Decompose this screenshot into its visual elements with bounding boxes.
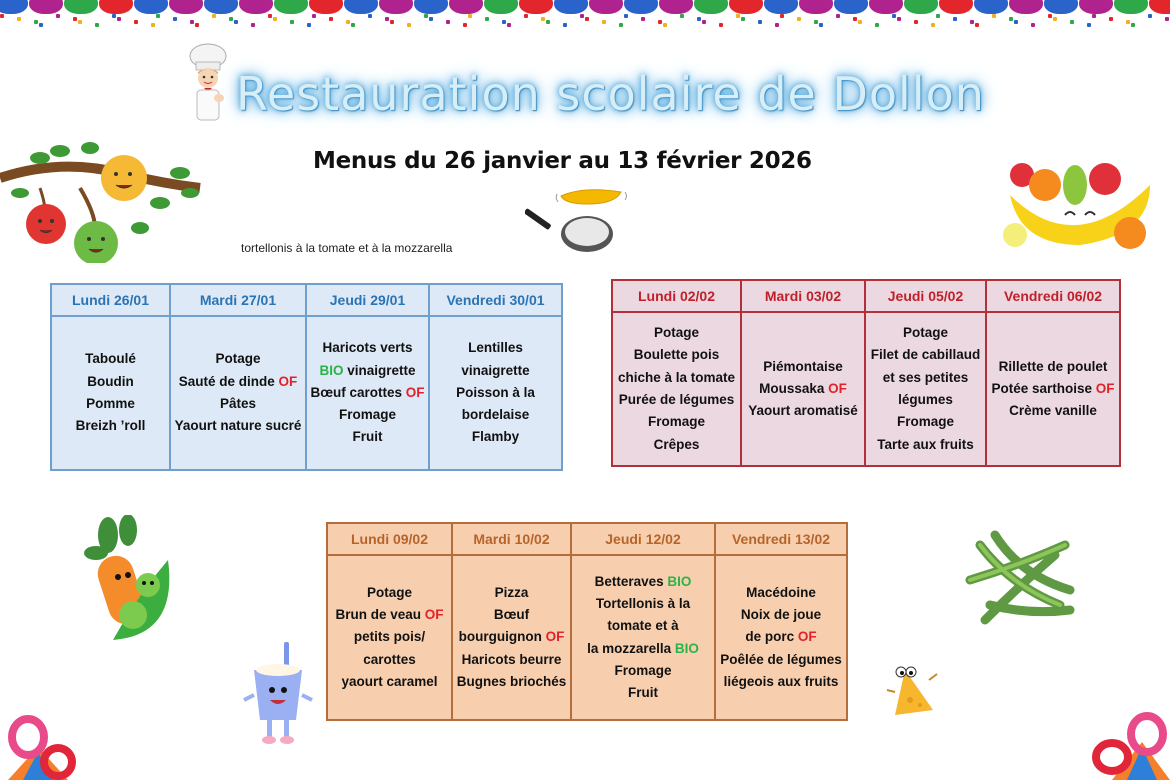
confetti-dot — [897, 17, 901, 21]
menu-item-text: Fromage — [614, 662, 672, 678]
menu-item-text: Piémontaise — [763, 358, 843, 374]
confetti-dot — [780, 14, 784, 18]
menu-period-subtitle: Menus du 26 janvier au 13 février 2026 — [313, 148, 812, 174]
menu-item-text: légumes — [898, 392, 953, 407]
menu-item-text: Potage — [215, 351, 261, 367]
carrot-pea-icon — [78, 515, 188, 650]
menu-item — [328, 649, 451, 671]
day-header: Mardi 10/02 — [452, 523, 571, 555]
menu-item-text: Potée sarthoise — [991, 380, 1093, 396]
cheese-mascot-icon — [885, 660, 940, 725]
confetti-dot — [1092, 14, 1096, 18]
confetti-dot — [892, 14, 896, 18]
confetti-dot — [758, 20, 762, 24]
smiling-fruits-icon — [1000, 155, 1155, 255]
confetti-dot — [290, 20, 294, 24]
menu-item — [572, 571, 714, 593]
confetti-dot — [502, 20, 506, 24]
confetti-dot — [1126, 20, 1130, 24]
menu-item-text: Boudin — [87, 373, 134, 389]
confetti-dot — [658, 20, 662, 24]
confetti-dot — [858, 20, 862, 24]
confetti-dot — [251, 23, 255, 27]
confetti-dot — [1014, 20, 1018, 24]
carnival-mask-icon — [449, 0, 483, 14]
confetti-dot — [580, 14, 584, 18]
of-tag: OF — [405, 384, 425, 400]
confetti-dot — [429, 17, 433, 21]
menu-item-text: Fruit — [352, 429, 383, 445]
menu-item — [572, 660, 714, 682]
menu-item — [572, 593, 714, 615]
menu-item-text: carottes — [363, 651, 416, 667]
confetti-dot — [619, 23, 623, 27]
menu-item — [987, 378, 1119, 400]
menu-item — [307, 382, 428, 404]
day-menu-cell — [715, 555, 847, 720]
carnival-mask-icon — [29, 0, 63, 14]
confetti-dot — [190, 20, 194, 24]
day-menu-cell — [986, 312, 1120, 466]
confetti-dot — [329, 17, 333, 21]
menu-item-text: et ses petites — [882, 369, 969, 385]
carnival-mask-icon — [1079, 0, 1113, 14]
apple-branch-icon — [0, 133, 210, 263]
carnival-mask-icon — [799, 0, 833, 14]
menu-item-text: chiche à la tomate — [617, 369, 736, 385]
menu-item-text: Filet de cabillaud — [870, 347, 981, 363]
confetti-dot — [95, 23, 99, 27]
green-beans-icon — [960, 525, 1080, 635]
menu-item — [613, 389, 740, 411]
day-menu-cell — [612, 312, 741, 466]
menu-item-text: la mozzarella — [587, 640, 672, 656]
day-header: Vendredi 06/02 — [986, 280, 1120, 312]
menu-item-text: Moussaka — [759, 380, 825, 396]
menu-table-week3 — [326, 522, 848, 721]
confetti-dot — [39, 23, 43, 27]
menu-item — [716, 604, 846, 626]
confetti-dot — [1131, 23, 1135, 27]
menu-item — [613, 411, 740, 433]
menu-item — [716, 671, 846, 693]
confetti-dot — [1031, 23, 1035, 27]
confetti-dot — [346, 20, 350, 24]
confetti-dot — [56, 14, 60, 18]
menu-item-text: Crêpes — [653, 436, 700, 452]
confetti-dot — [151, 23, 155, 27]
day-header: Jeudi 12/02 — [571, 523, 715, 555]
carnival-mask-icon — [869, 0, 903, 14]
menu-item-text: Pizza — [494, 584, 529, 600]
menu-item — [572, 682, 714, 704]
carnival-mask-icon — [169, 0, 203, 14]
page-title: Restauration scolaire de Dollon — [236, 67, 985, 121]
menu-item-text: tomate et à — [607, 618, 679, 634]
carnival-mask-icon — [974, 0, 1008, 14]
of-tag: OF — [828, 380, 847, 396]
bio-tag: BIO — [319, 362, 344, 378]
confetti-dot — [680, 14, 684, 18]
menu-item-text: bourguignon — [458, 629, 542, 645]
carnival-mask-icon — [204, 0, 238, 14]
menu-item — [742, 400, 864, 422]
confetti-dot — [546, 20, 550, 24]
menu-item — [742, 378, 864, 400]
confetti-dot — [117, 17, 121, 21]
chef-icon — [183, 42, 233, 124]
day-menu-cell — [306, 316, 429, 470]
confetti-dot — [524, 14, 528, 18]
menu-item-text: Lentilles — [468, 340, 523, 356]
menu-item — [52, 415, 169, 437]
menu-item — [987, 356, 1119, 378]
confetti-dot — [368, 14, 372, 18]
confetti-dot — [1009, 17, 1013, 21]
of-tag: OF — [424, 607, 444, 623]
confetti-dot — [775, 23, 779, 27]
carnival-mask-icon — [309, 0, 343, 14]
confetti-dot — [797, 17, 801, 21]
menu-item-text: Tarte aux fruits — [877, 436, 974, 452]
confetti-dot — [463, 23, 467, 27]
flipping-crepe-pan-icon — [525, 186, 635, 258]
menu-item — [171, 393, 305, 415]
menu-item-text: Macédoine — [746, 584, 816, 600]
confetti-dot — [34, 20, 38, 24]
menu-item — [52, 393, 169, 415]
menu-item — [716, 649, 846, 671]
day-menu-cell — [741, 312, 865, 466]
menu-item-text: bordelaise — [461, 407, 530, 423]
carnival-mask-icon — [134, 0, 168, 14]
menu-item-text: Bœuf — [493, 607, 530, 623]
menu-item-text: Sauté de dinde — [178, 373, 275, 389]
menu-item — [453, 604, 570, 626]
menu-item-text: Poisson à la — [456, 384, 535, 400]
confetti-dot — [468, 14, 472, 18]
menu-item-text: Boulette pois — [633, 347, 720, 363]
day-menu-cell — [429, 316, 562, 470]
menu-item — [307, 360, 428, 382]
carnival-mask-icon — [939, 0, 973, 14]
menu-item — [430, 360, 561, 382]
menu-table-week2 — [611, 279, 1121, 467]
carnival-mask-icon — [904, 0, 938, 14]
menu-item — [171, 415, 305, 437]
menu-item-text: Fromage — [896, 414, 954, 430]
menu-item-text: Betteraves — [594, 573, 664, 589]
menu-item-text: Haricots beurre — [461, 651, 562, 667]
of-tag: OF — [797, 629, 817, 645]
confetti-dot — [173, 17, 177, 21]
confetti-dot — [1148, 14, 1152, 18]
menu-item — [307, 426, 428, 448]
confetti-dot — [1165, 17, 1169, 21]
confetti-dot — [73, 17, 77, 21]
confetti-dot — [741, 17, 745, 21]
confetti-dot — [507, 23, 511, 27]
confetti-dot — [719, 23, 723, 27]
menu-item — [453, 582, 570, 604]
confetti-dot — [1109, 17, 1113, 21]
confetti-dot — [875, 23, 879, 27]
carnival-mask-icon — [1009, 0, 1043, 14]
confetti-dot — [446, 20, 450, 24]
menu-item — [52, 371, 169, 393]
bio-tag: BIO — [667, 573, 692, 589]
confetti-dot — [836, 14, 840, 18]
menu-item-text: Potage — [366, 584, 412, 600]
menu-item — [716, 626, 846, 648]
confetti-dot — [273, 17, 277, 21]
day-menu-cell — [571, 555, 715, 720]
carnival-mask-icon — [1149, 0, 1170, 14]
carnival-mask-icon — [834, 0, 868, 14]
confetti-dot — [407, 23, 411, 27]
carnival-mask-icon — [1044, 0, 1078, 14]
day-header: Vendredi 30/01 — [429, 284, 562, 316]
menu-item — [328, 671, 451, 693]
confetti-dot — [819, 23, 823, 27]
day-header: Jeudi 29/01 — [306, 284, 429, 316]
carnival-mask-icon — [344, 0, 378, 14]
of-tag: OF — [278, 373, 298, 389]
menu-note: tortellonis à la tomate et à la mozzarella — [241, 241, 453, 255]
confetti-dot — [624, 14, 628, 18]
confetti-dot — [814, 20, 818, 24]
confetti-dot — [424, 14, 428, 18]
menu-item-text: Tortellonis à la — [595, 595, 691, 611]
menu-item-text: Haricots verts — [322, 340, 413, 356]
confetti-dot — [307, 23, 311, 27]
confetti-dot — [112, 14, 116, 18]
confetti-dot — [78, 20, 82, 24]
confetti-dot — [1070, 20, 1074, 24]
confetti-dot — [229, 17, 233, 21]
menu-item-text: Poêlée de légumes — [720, 651, 842, 667]
menu-item-text: Fromage — [338, 407, 396, 423]
day-header: Lundi 26/01 — [51, 284, 170, 316]
menu-item — [613, 367, 740, 389]
menu-item-text: liégeois aux fruits — [723, 673, 839, 689]
menu-item — [866, 344, 985, 366]
menu-item — [328, 626, 451, 648]
carnival-mask-icon — [414, 0, 448, 14]
menu-item — [453, 649, 570, 671]
menu-item — [613, 434, 740, 456]
menu-item — [987, 400, 1119, 422]
menu-item — [52, 348, 169, 370]
menu-item-text: Purée de légumes — [618, 392, 735, 407]
confetti-dot — [914, 20, 918, 24]
bio-tag: BIO — [674, 640, 699, 656]
of-tag: OF — [1095, 380, 1115, 396]
menu-item — [307, 404, 428, 426]
confetti-dot — [17, 17, 21, 21]
carnival-mask-icon — [274, 0, 308, 14]
confetti-dot — [212, 14, 216, 18]
carnival-mask-icon — [554, 0, 588, 14]
day-header: Jeudi 05/02 — [865, 280, 986, 312]
confetti-dot — [0, 14, 4, 18]
confetti-dot — [992, 14, 996, 18]
menu-item-text: vinaigrette — [461, 362, 530, 378]
confetti-dot — [936, 14, 940, 18]
menu-item — [613, 344, 740, 366]
carnival-mask-icon — [484, 0, 518, 14]
confetti-dot — [563, 23, 567, 27]
confetti-dot — [736, 14, 740, 18]
day-menu-cell — [452, 555, 571, 720]
day-header: Mardi 27/01 — [170, 284, 306, 316]
confetti-dot — [390, 20, 394, 24]
menu-item — [866, 367, 985, 389]
carnival-mask-icon — [764, 0, 798, 14]
confetti-dot — [156, 14, 160, 18]
carnival-mask-icon — [8, 712, 88, 780]
menu-item-text: Pomme — [86, 396, 135, 411]
confetti-dot — [585, 17, 589, 21]
menu-item-text: Potage — [653, 325, 699, 341]
carnival-mask-icon — [729, 0, 763, 14]
menu-item-text: Potage — [902, 325, 948, 341]
menu-item — [866, 322, 985, 344]
menu-item — [171, 348, 305, 370]
confetti-dot — [853, 17, 857, 21]
menu-item — [742, 356, 864, 378]
menu-item — [328, 604, 451, 626]
day-header: Lundi 09/02 — [327, 523, 452, 555]
confetti-dot — [953, 17, 957, 21]
menu-item — [430, 337, 561, 359]
menu-item-text: Breizh ’roll — [75, 418, 146, 434]
menu-item — [171, 371, 305, 393]
confetti-dot — [312, 14, 316, 18]
menu-item-text: Yaourt nature sucré — [174, 418, 302, 434]
menu-item — [613, 322, 740, 344]
menu-item-text: Pâtes — [219, 396, 257, 411]
confetti-dot — [970, 20, 974, 24]
carnival-mask-icon — [0, 0, 28, 14]
menu-item — [430, 426, 561, 448]
confetti-dot — [702, 20, 706, 24]
menu-item — [307, 337, 428, 359]
of-tag: OF — [545, 629, 565, 645]
carnival-mask-icon — [694, 0, 728, 14]
menu-item — [572, 615, 714, 637]
confetti-dot — [641, 17, 645, 21]
menu-item — [328, 582, 451, 604]
confetti-dot — [663, 23, 667, 27]
carnival-mask-icon — [659, 0, 693, 14]
confetti-dot — [1087, 23, 1091, 27]
carnival-mask-icon — [379, 0, 413, 14]
menu-item-text: Fromage — [647, 414, 705, 430]
menu-item-text: yaourt caramel — [341, 673, 438, 689]
carnival-mask-icon — [1082, 712, 1170, 780]
carnival-mask-icon — [64, 0, 98, 14]
menu-item — [866, 411, 985, 433]
menu-table-week1 — [50, 283, 563, 471]
confetti-dot — [975, 23, 979, 27]
carnival-mask-icon — [519, 0, 553, 14]
confetti-dot — [485, 17, 489, 21]
day-menu-cell — [865, 312, 986, 466]
menu-item-text: Rillette de poulet — [998, 358, 1108, 374]
confetti-dot — [931, 23, 935, 27]
day-menu-cell — [327, 555, 452, 720]
menu-item — [453, 671, 570, 693]
carnival-mask-icon — [99, 0, 133, 14]
menu-item-text: Taboulé — [85, 351, 136, 367]
day-menu-cell — [51, 316, 170, 470]
menu-item-text: petits pois/ — [353, 629, 426, 645]
menu-item — [430, 404, 561, 426]
menu-item-text: Bœuf carottes — [310, 384, 402, 400]
carnival-mask-icon — [624, 0, 658, 14]
menu-item-text: Noix de joue — [740, 607, 822, 623]
day-header: Mardi 03/02 — [741, 280, 865, 312]
menu-item — [430, 382, 561, 404]
yogurt-mascot-icon — [242, 640, 314, 750]
carnival-mask-banner — [0, 0, 1170, 28]
menu-item — [572, 638, 714, 660]
menu-item-text: Yaourt aromatisé — [748, 403, 858, 419]
menu-item-text: Flamby — [471, 429, 520, 445]
day-header: Lundi 02/02 — [612, 280, 741, 312]
confetti-dot — [268, 14, 272, 18]
confetti-dot — [1053, 17, 1057, 21]
confetti-dot — [134, 20, 138, 24]
menu-item — [866, 434, 985, 456]
confetti-dot — [385, 17, 389, 21]
menu-item-text: Fruit — [628, 685, 658, 701]
confetti-dot — [351, 23, 355, 27]
confetti-dot — [697, 17, 701, 21]
menu-item-text: Bugnes briochés — [456, 673, 567, 689]
confetti-dot — [234, 20, 238, 24]
day-menu-cell — [170, 316, 306, 470]
confetti-dot — [1048, 14, 1052, 18]
confetti-dot — [541, 17, 545, 21]
menu-item-text: Crème vanille — [1009, 403, 1097, 419]
confetti-dot — [602, 20, 606, 24]
carnival-mask-icon — [1114, 0, 1148, 14]
menu-item-text: de porc — [745, 629, 795, 645]
menu-item — [453, 626, 570, 648]
carnival-mask-icon — [239, 0, 273, 14]
menu-item-text: Brun de veau — [335, 607, 421, 623]
menu-item-text: vinaigrette — [347, 362, 416, 378]
carnival-mask-icon — [589, 0, 623, 14]
menu-item — [716, 582, 846, 604]
menu-item — [866, 389, 985, 411]
confetti-dot — [195, 23, 199, 27]
day-header: Vendredi 13/02 — [715, 523, 847, 555]
